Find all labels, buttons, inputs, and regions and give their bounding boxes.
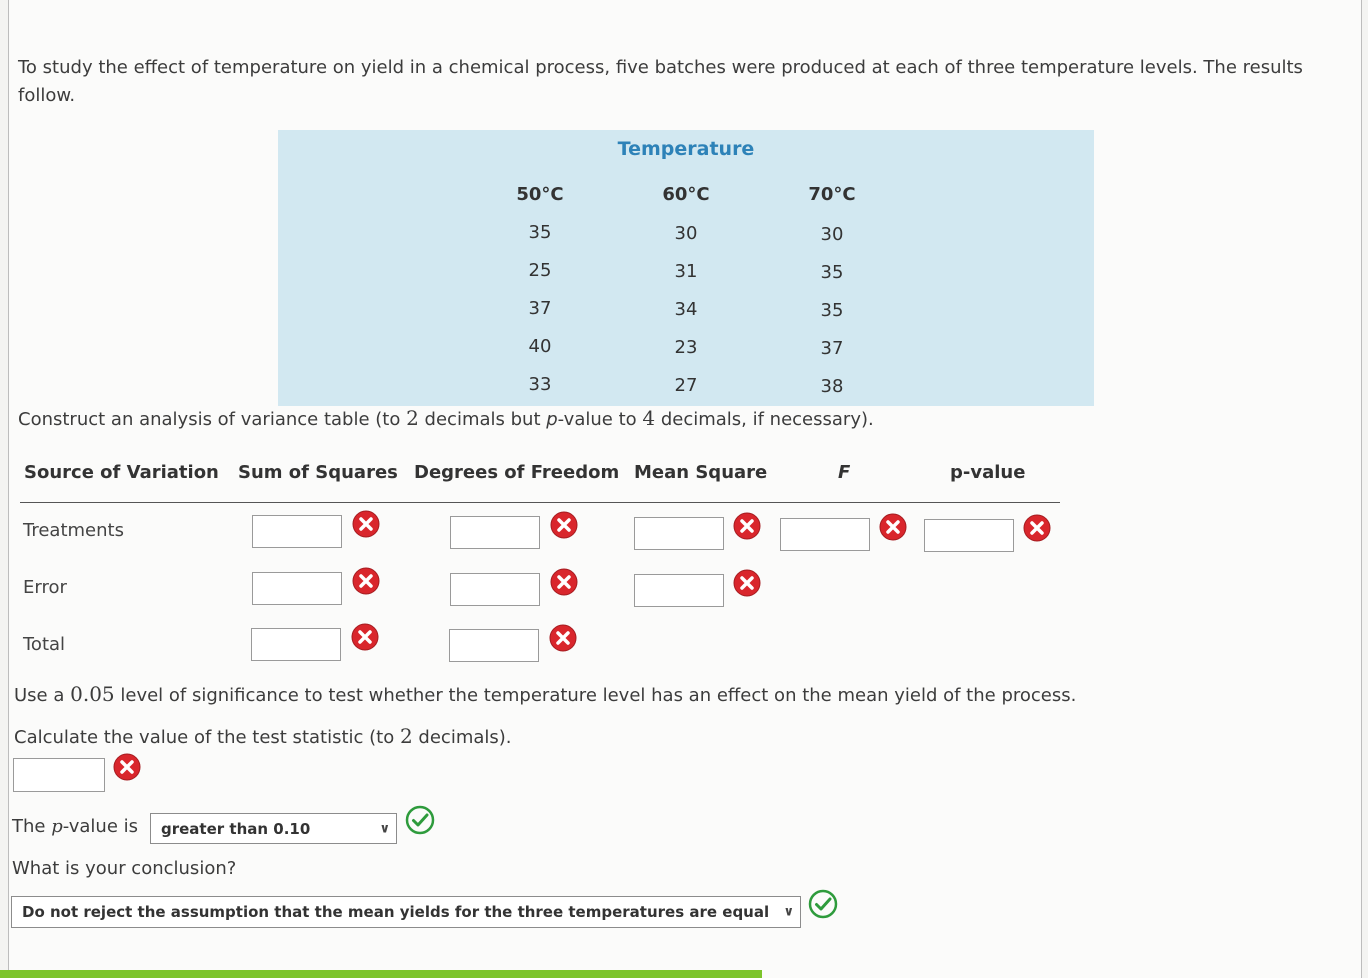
alpha-value: 0.05 (70, 682, 115, 706)
x-circle-icon (352, 510, 380, 538)
x-circle-icon (549, 624, 577, 652)
data-table-title: Temperature (617, 138, 755, 160)
table-cell: 38 (820, 376, 844, 397)
instruction-text: decimals but (418, 409, 547, 430)
table-cell: 27 (674, 375, 698, 396)
treatments-ss-input[interactable] (252, 515, 342, 548)
error-ss-input[interactable] (252, 572, 342, 605)
instruction-text: -value to (557, 409, 643, 430)
treatments-df-input[interactable] (450, 516, 540, 549)
error-df-input[interactable] (450, 573, 540, 606)
table-cell: 34 (674, 299, 698, 320)
x-circle-icon (352, 567, 380, 595)
table-cell: 23 (674, 337, 698, 358)
decimals-number: 2 (399, 724, 413, 748)
col-header-50: 50°C (516, 184, 564, 205)
total-ss-input[interactable] (251, 628, 341, 661)
x-circle-icon (1023, 514, 1051, 542)
problem-intro: To study the effect of temperature on yield in a chemical process, five batches were produced at each of three temperature levels. The results follow. (18, 57, 1303, 106)
question-text: -value is (62, 816, 139, 837)
x-circle-icon (351, 623, 379, 651)
bottom-green-bar (0, 970, 762, 978)
table-cell: 37 (820, 338, 844, 359)
question-text: The (12, 816, 52, 837)
table-cell: 31 (674, 261, 698, 282)
header-mean-square: Mean Square (634, 462, 768, 483)
row-label-treatments: Treatments (23, 520, 124, 541)
x-circle-icon (879, 513, 907, 541)
table-cell: 37 (528, 298, 552, 319)
question-text: level of significance to test whether the temperature level has an effect on the mean yield of the process. (114, 685, 1077, 706)
table-cell: 25 (528, 260, 552, 281)
check-circle-icon (808, 889, 838, 919)
table-cell: 33 (528, 374, 552, 395)
instruction-number: 2 (406, 406, 419, 430)
instruction-text: decimals, if necessary). (655, 409, 874, 430)
instruction-number: 4 (642, 406, 656, 430)
p-value-label (12, 816, 138, 837)
chevron-down-icon: ∨ (783, 904, 794, 920)
x-circle-icon (113, 753, 141, 781)
total-df-input[interactable] (449, 629, 539, 662)
x-circle-icon (733, 569, 761, 597)
header-source: Source of Variation (24, 462, 219, 483)
header-degrees-of-freedom: Degrees of Freedom (414, 462, 620, 483)
question-text: Use a (14, 685, 71, 706)
table-cell: 35 (820, 300, 844, 321)
treatments-ms-input[interactable] (634, 517, 724, 550)
conclusion-select[interactable] (11, 896, 801, 928)
header-divider (20, 502, 1060, 503)
table-cell: 35 (528, 222, 552, 243)
header-f: F (838, 462, 851, 483)
question-text: Calculate the value of the test statistic (to (14, 727, 400, 748)
p-value-selected: greater than 0.10 (161, 819, 311, 838)
p-symbol: p (51, 816, 63, 837)
treatments-f-input[interactable] (780, 518, 870, 551)
chevron-down-icon: ∨ (379, 821, 390, 836)
x-circle-icon (733, 512, 761, 540)
col-header-60: 60°C (662, 184, 710, 205)
conclusion-selected: Do not reject the assumption that the mean yields for the three temperatures are equal (22, 903, 770, 921)
table-cell: 30 (820, 224, 844, 245)
x-circle-icon (550, 568, 578, 596)
error-ms-input[interactable] (634, 574, 724, 607)
check-circle-icon (405, 805, 435, 835)
test-statistic-input[interactable] (13, 758, 105, 792)
significance-question (14, 682, 1076, 706)
row-label-total: Total (23, 634, 66, 655)
conclusion-label: What is your conclusion? (12, 858, 237, 879)
table-cell: 40 (528, 336, 552, 357)
test-statistic-question (14, 724, 512, 748)
anova-instruction (18, 406, 874, 430)
row-label-error: Error (23, 577, 67, 598)
col-header-70: 70°C (808, 184, 856, 205)
treatments-p-value-input[interactable] (924, 519, 1014, 552)
instruction-p-symbol: p (546, 409, 558, 430)
question-text: decimals). (412, 727, 512, 748)
header-p-value: p-value (950, 462, 1026, 483)
data-table (278, 130, 1094, 406)
x-circle-icon (550, 511, 578, 539)
instruction-text: Construct an analysis of variance table (to (18, 409, 407, 430)
table-cell: 30 (674, 223, 698, 244)
p-value-select[interactable] (150, 813, 397, 844)
header-sum-of-squares: Sum of Squares (238, 462, 398, 483)
table-cell: 35 (820, 262, 844, 283)
